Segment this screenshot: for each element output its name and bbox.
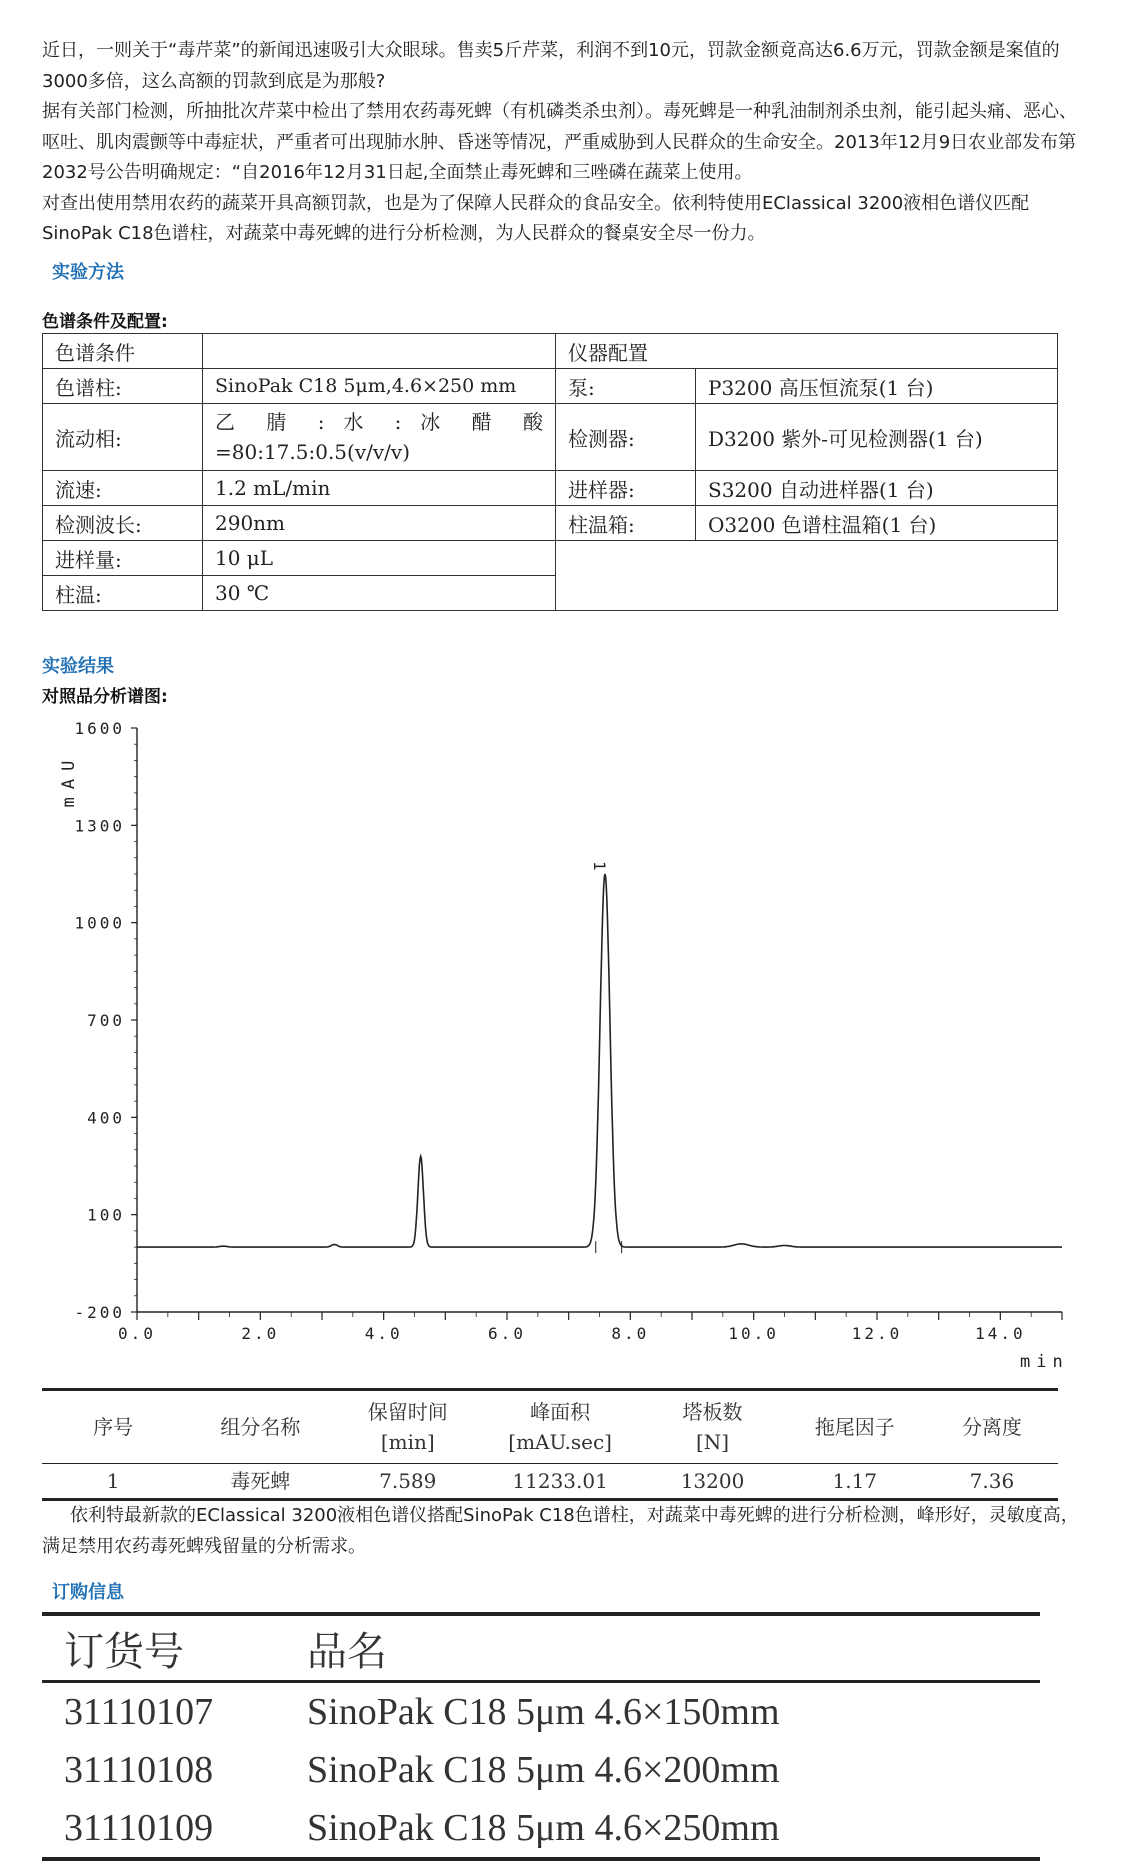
order-row [42, 1741, 1040, 1799]
conditions-header: 色谱条件 [43, 334, 203, 369]
instrument-value: D3200 紫外-可见检测器(1 台) [696, 404, 1058, 471]
instrument-label: 泵: [556, 369, 696, 404]
condition-value: 1.2 mL/min [203, 471, 556, 506]
cell: 13200 [680, 1469, 745, 1493]
table-row [43, 369, 1058, 404]
instrument-value: P3200 高压恒流泵(1 台) [696, 369, 1058, 404]
table-row [43, 404, 1058, 471]
y-tick-label: -200 [74, 1303, 125, 1322]
instrument-label: 检测器: [556, 404, 696, 471]
y-axis-label: mAU [59, 752, 79, 808]
condition-label: 检测波长: [43, 506, 203, 541]
conditions-heading: 色谱条件及配置: [42, 312, 168, 332]
condition-label: 柱温: [43, 576, 203, 611]
instrument-label: 进样器: [556, 471, 696, 506]
x-tick-label: 8.0 [611, 1324, 650, 1343]
x-tick-label: 0.0 [118, 1324, 156, 1343]
results-table [42, 1388, 1058, 1501]
condition-label: 流速: [43, 471, 203, 506]
order-row [42, 1683, 1040, 1741]
mobile-phase-line-2: =80:17.5:0.5(v/v/v) [215, 440, 410, 464]
header-plates: 塔板数 [N] [682, 1400, 743, 1454]
table-row [43, 471, 1058, 506]
cell: 7.589 [379, 1469, 437, 1493]
order-name-header: 品名 [307, 1628, 387, 1674]
condition-label: 色谱柱: [43, 369, 203, 404]
condition-label: 进样量: [43, 541, 203, 576]
order-code: 31110109 [64, 1807, 214, 1849]
reference-heading: 对照品分析谱图: [42, 687, 168, 707]
x-tick-label: 10.0 [728, 1324, 779, 1343]
x-tick-label: 2.0 [241, 1324, 280, 1343]
order-code: 31110108 [64, 1749, 214, 1791]
y-axis [74, 719, 137, 1322]
intro-paragraph-3: 对查出使用禁用农药的蔬菜开具高额罚款，也是为了保障人民群众的食品安全。依利特使用EClassical 3200液相色谱仪匹配SinoPak C18色谱柱，对蔬菜中毒死蜱的进行分析检测，为人民群众的餐桌安全尽一份力。 [42, 192, 1030, 244]
condition-value: 10 μL [203, 541, 556, 576]
cell: 7.36 [969, 1469, 1015, 1493]
table-row [43, 334, 1058, 369]
x-tick-label: 12.0 [851, 1324, 903, 1343]
peak-markers [596, 1241, 622, 1253]
y-tick-label: 700 [87, 1011, 125, 1030]
order-table [42, 1612, 1040, 1861]
header-index: 序号 [93, 1415, 134, 1439]
chromatogram-chart [0, 700, 1126, 1380]
conditions-table [42, 333, 1058, 611]
order-heading: 订购信息 [52, 1582, 124, 1603]
table-header-row [42, 1390, 1058, 1464]
chromatogram-trace [137, 874, 1062, 1247]
header-compound: 组分名称 [220, 1415, 301, 1439]
x-tick-label: 4.0 [364, 1324, 403, 1343]
order-code: 31110107 [64, 1691, 214, 1733]
condition-value: SinoPak C18 5μm,4.6×250 mm [203, 369, 556, 404]
cell: 1 [106, 1469, 120, 1493]
instrument-value: O3200 色谱柱温箱(1 台) [696, 506, 1058, 541]
table-row [42, 1464, 1058, 1500]
table-row [43, 541, 1058, 576]
peak-label: 1 [589, 861, 609, 871]
order-name: SinoPak C18 5μm 4.6×200mm [307, 1749, 780, 1791]
order-name: SinoPak C18 5μm 4.6×250mm [307, 1807, 780, 1849]
cell: 毒死蜱 [230, 1469, 291, 1493]
conclusion-text: 依利特最新款的EClassical 3200液相色谱仪搭配SinoPak C18色谱柱，对蔬菜中毒死蜱的进行分析检测，峰形好，灵敏度高，满足禁用农药毒死蜱残留量的分析需求。 [42, 1505, 1079, 1557]
y-tick-label: 1300 [74, 816, 125, 836]
method-heading: 实验方法 [52, 262, 124, 283]
y-tick-label: 400 [87, 1108, 125, 1128]
instrument-label: 柱温箱: [556, 506, 696, 541]
x-axis-label: min [1020, 1352, 1069, 1372]
cell: 11233.01 [512, 1469, 608, 1493]
condition-label: 流动相: [43, 404, 203, 471]
y-tick-label: 1000 [74, 913, 125, 933]
order-header-row [42, 1612, 1040, 1683]
instrument-header: 仪器配置 [556, 334, 1058, 369]
condition-value [203, 404, 556, 471]
condition-value: 30 ℃ [203, 576, 556, 611]
cell: 1.17 [832, 1469, 878, 1493]
header-retention: 保留时间 [min] [367, 1400, 448, 1454]
results-heading: 实验结果 [42, 656, 114, 677]
x-tick-label: 6.0 [488, 1324, 526, 1343]
mobile-phase-line-1: 乙 腈 : 水 : 冰 醋 酸 [215, 410, 543, 434]
order-code-header: 订货号 [64, 1628, 184, 1674]
intro-text [42, 36, 1082, 250]
condition-value: 290nm [203, 506, 556, 541]
header-area: 峰面积 [mAU.sec] [508, 1400, 612, 1454]
y-tick-label: 1600 [74, 719, 125, 738]
x-axis [118, 1312, 1062, 1343]
header-resolution: 分离度 [961, 1415, 1022, 1439]
intro-paragraph-2: 据有关部门检测，所抽批次芹菜中检出了禁用农药毒死蜱（有机磷类杀虫剂）。毒死蜱是一种乳油制剂杀虫剂，能引起头痛、恶心、呕吐、肌肉震颤等中毒症状，严重者可出现肺水肿、昏迷等情况，严重威胁到人民群众的生命安全。2013年12月9日农业部发布第2032号公告明确规定：“自2016年12月31日起,全面禁止毒死蜱和三唑磷在蔬菜上使用。 [42, 101, 1077, 183]
x-tick-label: 14.0 [975, 1324, 1026, 1343]
table-row [43, 506, 1058, 541]
order-name: SinoPak C18 5μm 4.6×150mm [307, 1691, 780, 1733]
instrument-value: S3200 自动进样器(1 台) [696, 471, 1058, 506]
y-tick-label: 100 [87, 1205, 125, 1225]
intro-paragraph-1: 近日，一则关于“毒芹菜”的新闻迅速吸引大众眼球。售卖5斤芹菜，利润不到10元，罚款金额竟高达6.6万元，罚款金额是案值的3000多倍，这么高额的罚款到底是为那般? [42, 40, 1060, 92]
conclusion [42, 1500, 1082, 1562]
order-row [42, 1799, 1040, 1861]
header-tailing: 拖尾因子 [814, 1415, 895, 1439]
